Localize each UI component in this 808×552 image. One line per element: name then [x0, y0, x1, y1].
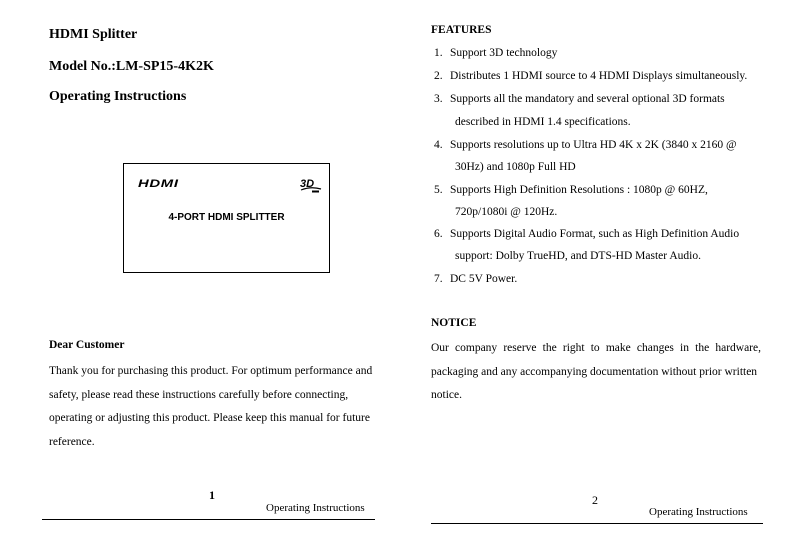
feature-item-continuation: 30Hz) and 1080p Full HD: [455, 161, 576, 173]
footer-divider: [431, 523, 763, 524]
page-number: 1: [209, 488, 215, 502]
intro-paragraph: [49, 360, 389, 454]
intro-line: operating or adjusting this product. Please keep this manual for future: [49, 412, 370, 424]
svg-text:3D: 3D: [300, 178, 315, 190]
page-footer: Operating Instructions: [266, 502, 365, 514]
intro-line: Thank you for purchasing this product. For optimum performance and: [49, 365, 373, 377]
3d-logo-icon: [299, 176, 323, 194]
footer-divider: [42, 519, 375, 520]
notice-paragraph: [431, 337, 761, 408]
document-title: HDMI Splitter: [49, 27, 138, 42]
feature-item-continuation: described in HDMI 1.4 specifications.: [455, 116, 631, 128]
right-page: FEATURES 1. Support 3D technology 2. Distributes 1 HDMI source to 4 HDMI Displays simultaneously. 3. Supports all the mandatory and several optional 3D formats described in HDMI 1.4 specifications. 4. Supports resolutions up to Ultra HD 4K x 2K (3840 x 2160 @ 30Hz) and 1080p Full HD 5. Supports High Definition Resolutions : 1080p @ 60HZ, 720p/1080i @ 120Hz. 6. Supports Digital Audio Format, such as High Definition Audio support: Dolby TrueHD, and DTS-HD Master Audio. 7. DC 5V Power. NOTICE Our company reserve the right to make changes in the hardware, packaging and any accompanying documentation without prior written notice. 2 Operating Instructions: [404, 0, 808, 552]
notice-line: notice.: [431, 389, 462, 401]
notice-heading: NOTICE: [431, 317, 477, 329]
intro-line: safety, please read these instructions carefully before connecting,: [49, 388, 349, 401]
document-subtitle: Operating Instructions: [49, 89, 187, 104]
features-heading: FEATURES: [431, 24, 492, 36]
model-number: Model No.:LM-SP15-4K2K: [49, 59, 214, 74]
page-number: 2: [592, 493, 598, 507]
notice-line: packaging and any accompanying documentation without prior written: [431, 365, 758, 378]
device-label: 4-PORT HDMI SPLITTER: [168, 212, 285, 223]
hdmi-logo: HDMI: [138, 178, 179, 190]
dear-customer-heading: Dear Customer: [49, 339, 125, 351]
intro-line: reference.: [49, 435, 95, 448]
feature-item-continuation: 720p/1080i @ 120Hz.: [455, 206, 558, 218]
notice-line: Our company reserve the right to make changes in the hardware,: [431, 342, 761, 354]
page-footer: Operating Instructions: [649, 506, 748, 518]
feature-item-continuation: support: Dolby TrueHD, and DTS-HD Master Audio.: [455, 250, 701, 262]
splitter-device-illustration: [123, 163, 330, 273]
